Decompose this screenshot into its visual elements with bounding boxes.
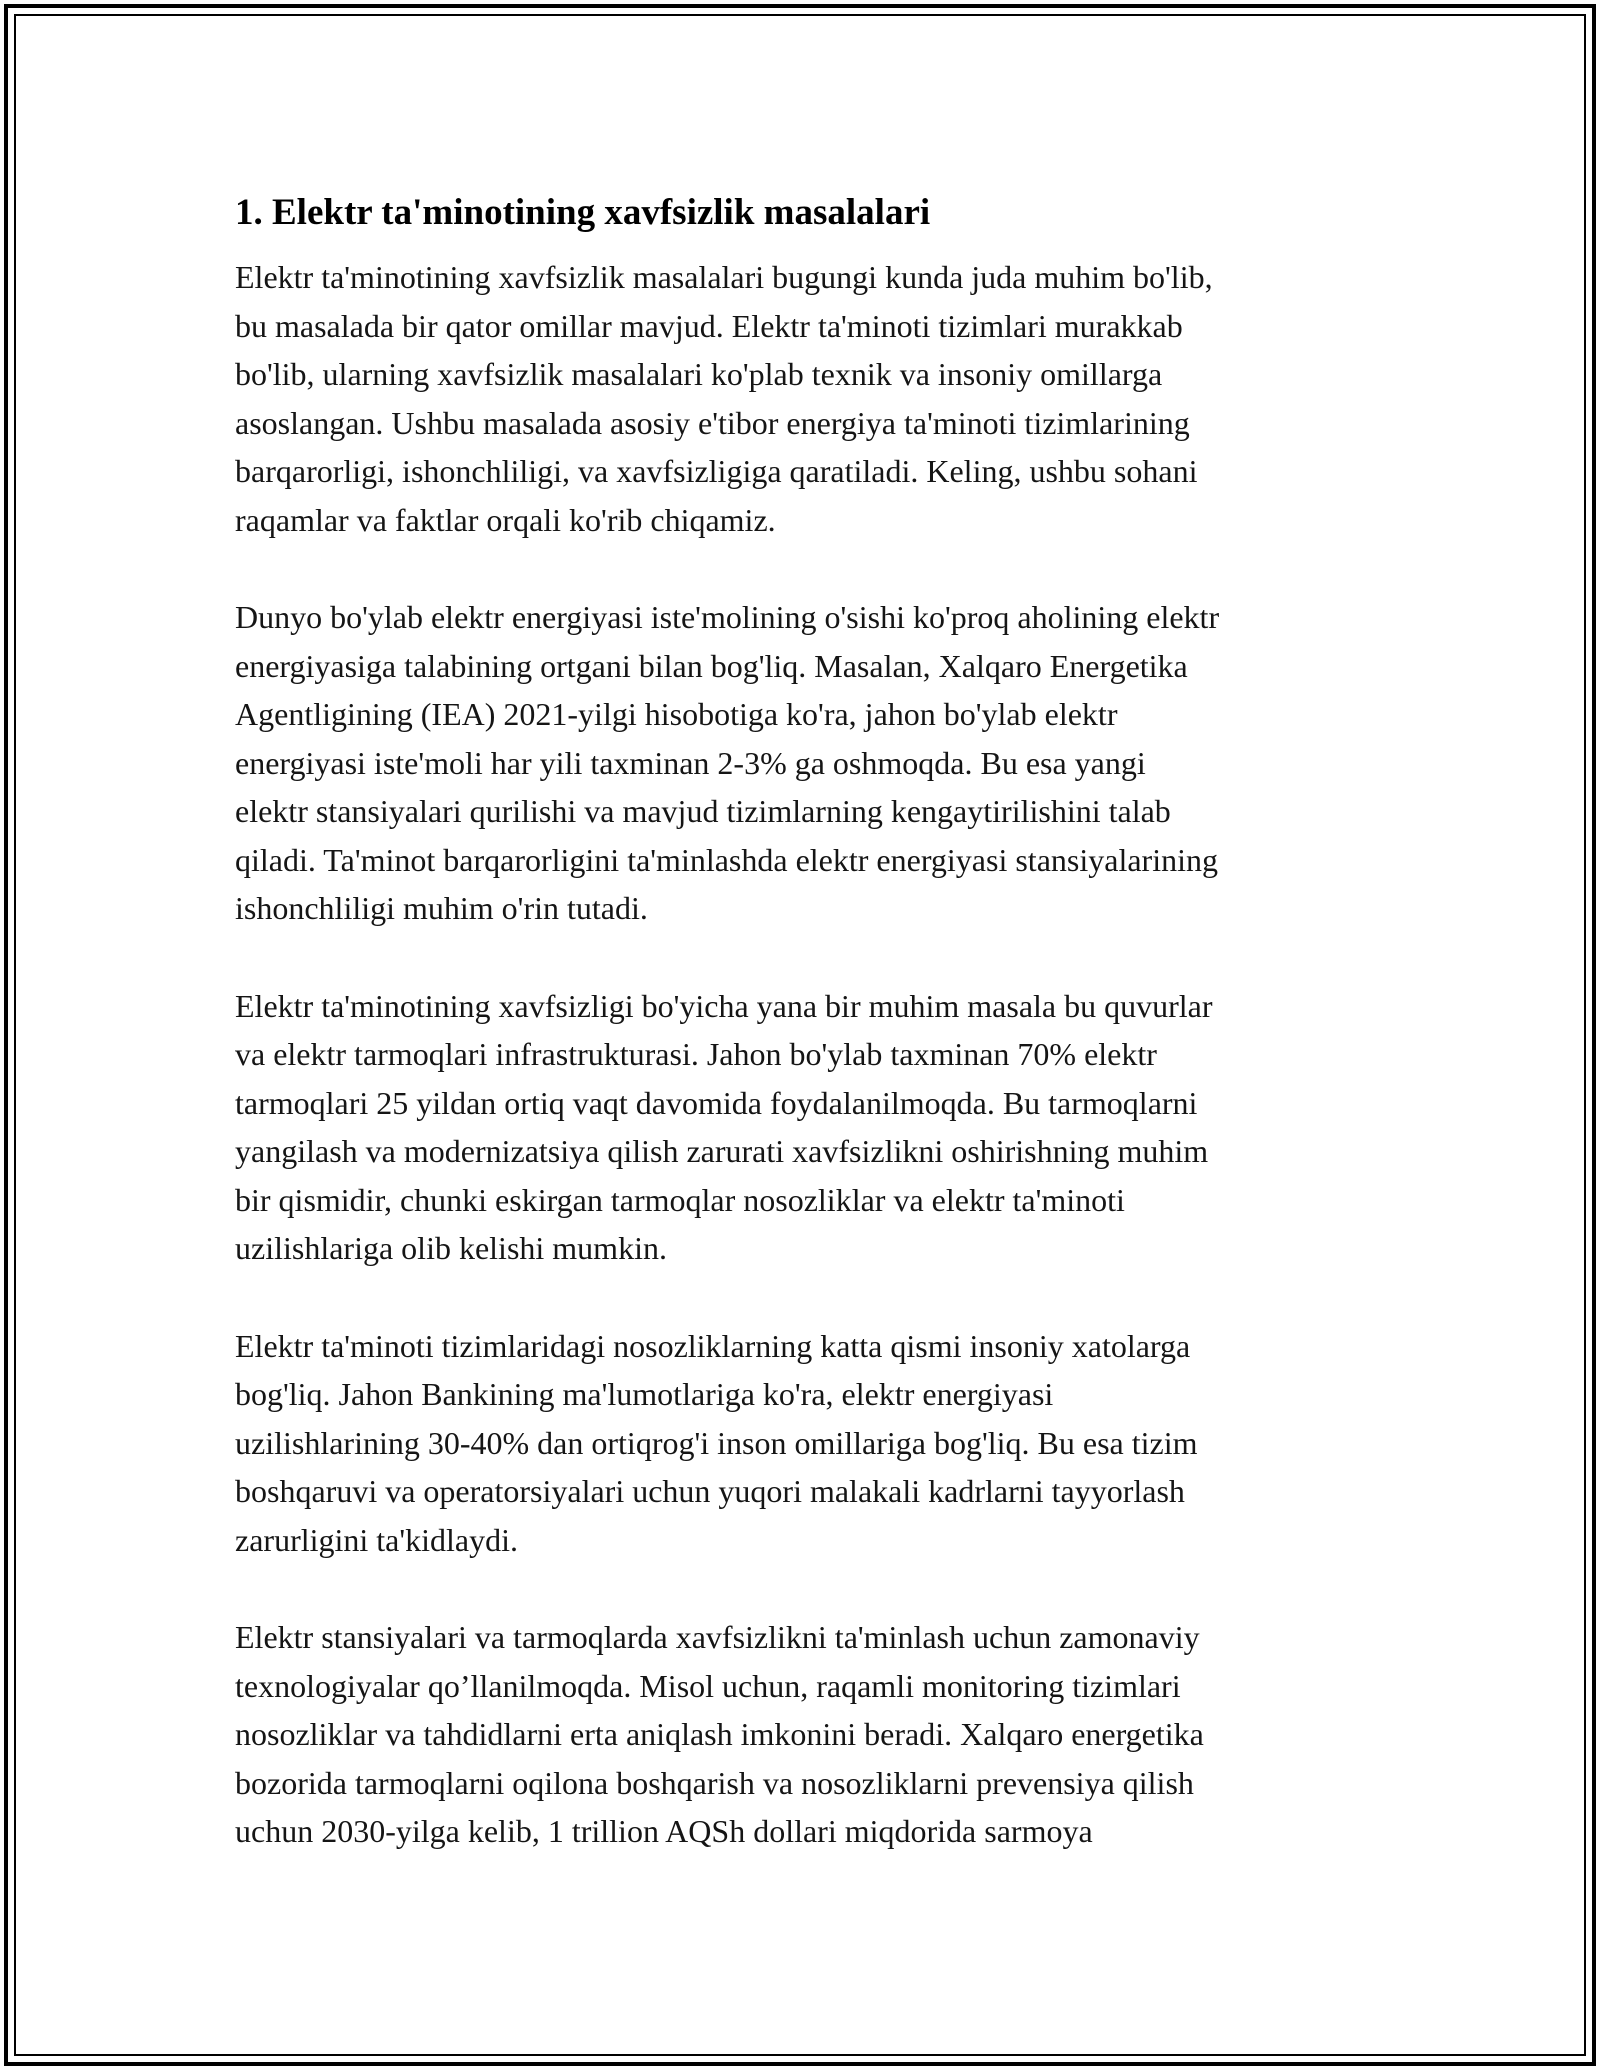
section-title: 1. Elektr ta'minotining xavfsizlik masalalari <box>235 192 931 233</box>
paragraph-3: Elektr ta'minotining xavfsizligi bo'yicha yana bir muhim masala bu quvurlar va elektr tarmoqlari infrastrukturasi. Jahon bo'ylab taxminan 70% elektr tarmoqlari 25 yildan ortiq vaqt davomida foydalanilmoqda. Bu tarmoqlarni yangilash va modernizatsiya qilish zarurati xavfsizlikni oshirishning muhim bir qismidir, chunki eskirgan tarmoqlar nosozliklar va elektr ta'minoti uzilishlariga olib kelishi mumkin. <box>235 987 1213 1266</box>
document-body <box>235 185 1385 1905</box>
paragraph-4: Elektr ta'minoti tizimlaridagi nosozliklarning katta qismi insoniy xatolarga bog'liq. Jahon Bankining ma'lumotlariga ko'ra, elektr energiyasi uzilishlarining 30-40% dan ortiqrog'i inson omillariga bog'liq. Bu esa tizim boshqaruvi va operatorsiyalari uchun yuqori malakali kadrlarni tayyorlash zarurligini ta'kidlaydi. <box>235 1327 1198 1558</box>
paragraph-2: Dunyo bo'ylab elektr energiyasi iste'molining o'sishi ko'proq aholining elektr energiyasiga talabining ortgani bilan bog'liq. Masalan, Xalqaro Energetika Agentligining (IEA) 2021-yilgi hisobotiga ko'ra, jahon bo'ylab elektr energiyasi iste'moli har yili taxminan 2-3% ga oshmoqda. Bu esa yangi elektr stansiyalari qurilishi va mavjud tizimlarning kengaytirilishini talab qiladi. Ta'minot barqarorligini ta'minlashda elektr energiyasi stansiyalarining ishonchliligi muhim o'rin tutadi. <box>235 599 1220 926</box>
paragraph-5: Elektr stansiyalari va tarmoqlarda xavfsizlikni ta'minlash uchun zamonaviy texnologiyalar qo’llanilmoqda. Misol uchun, raqamli monitoring tizimlari nosozliklar va tahdidlarni erta aniqlash imkonini beradi. Xalqaro energetika bozorida tarmoqlarni oqilona boshqarish va nosozliklarni prevensiya qilish uchun 2030-yilga kelib, 1 trillion AQSh dollari miqdorida sarmoya <box>235 1619 1204 1849</box>
paragraph-1: Elektr ta'minotining xavfsizlik masalalari bugungi kunda juda muhim bo'lib, bu masalada bir qator omillar mavjud. Elektr ta'minoti tizimlari murakkab bo'lib, ularning xavfsizlik masalalari ko'plab texnik va insoniy omillarga asoslangan. Ushbu masalada asosiy e'tibor energiya ta'minoti tizimlarining barqarorligi, ishonchliligi, va xavfsizligiga qaratiladi. Keling, ushbu sohani raqamlar va faktlar orqali ko'rib chiqamiz. <box>235 259 1213 538</box>
